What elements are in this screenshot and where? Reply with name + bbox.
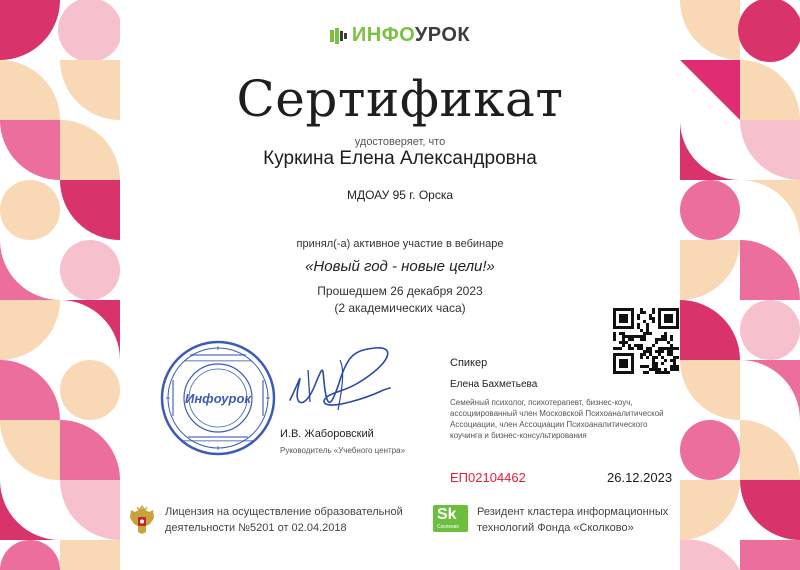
decorative-band-right: [680, 0, 800, 570]
webinar-date: Прошедшем 26 декабря 2023: [317, 284, 483, 298]
infourok-logo-text: ИНФОУРОК: [351, 24, 471, 46]
skolkovo-logo-label: Sk: [437, 506, 457, 523]
certificate-number: ЕП02104462: [450, 470, 526, 485]
company-stamp-seal-icon: [160, 340, 276, 456]
decorative-band-left: [0, 0, 120, 570]
director-role: Руководитель «Учебного центра»: [280, 446, 406, 455]
speaker-description: Семейный психолог, психотерапевт, бизнес-коуч, ассоциированный член Московской Психоаналитической Ассоциации, член Ассоциации Психоаналитического коучинга и бизнес-консультирования: [450, 398, 664, 440]
certificate-body: [120, 0, 680, 570]
skolkovo-line-2: технологий Фонда «Сколково»: [477, 522, 634, 534]
recipient-organization: МДОАУ 95 г. Орска: [346, 188, 454, 202]
stamp-text: Инфоурок: [184, 391, 252, 406]
license-text: [165, 504, 415, 536]
russian-coat-of-arms-icon: [125, 504, 159, 538]
skolkovo-logo-sub: Сколково: [437, 524, 459, 530]
issue-date: 26.12.2023: [607, 470, 673, 485]
director-signature-icon: [280, 340, 400, 420]
webinar-title: «Новый год - новые цели!»: [305, 258, 495, 275]
skolkovo-logo: [433, 505, 468, 532]
webinar-hours: (2 академических часа): [334, 301, 466, 315]
speaker-heading: Спикер: [450, 357, 488, 369]
infourok-logo: [120, 24, 680, 47]
speaker-name: Елена Бахметьева: [450, 379, 538, 390]
license-line-1: Лицензия на осуществление образовательной: [165, 506, 403, 518]
skolkovo-text: [477, 504, 687, 536]
director-name: И.В. Жаборовский: [280, 428, 374, 440]
skolkovo-line-1: Резидент кластера информационных: [477, 506, 669, 518]
participation-text: принял(-а) активное участие в вебинаре: [296, 238, 504, 250]
license-line-2: деятельности №5201 от 02.04.2018: [165, 522, 347, 534]
infourok-logo-icon: [330, 27, 348, 45]
qr-code-icon[interactable]: [613, 308, 679, 374]
certificate-title: Сертификат: [236, 70, 564, 128]
recipient-name: Куркина Елена Александровна: [263, 148, 537, 169]
certificate-subtitle: удостоверяет, что: [354, 136, 446, 148]
